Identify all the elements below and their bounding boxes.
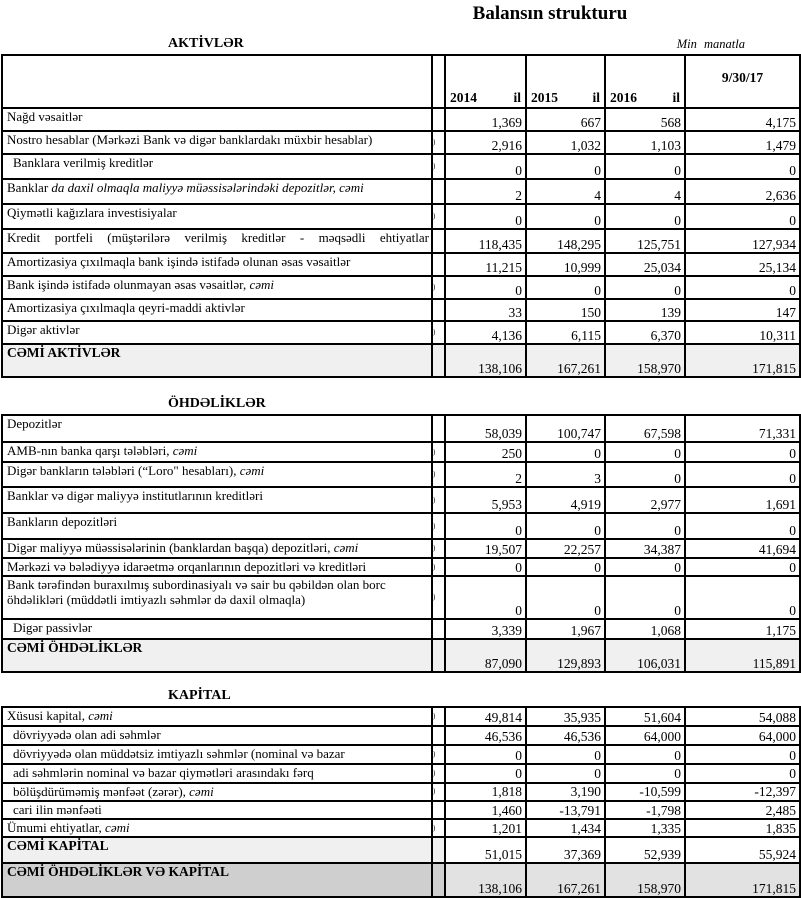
table-row bbox=[2, 783, 800, 801]
row-label: CƏMİ AKTİVLƏR bbox=[2, 344, 432, 377]
spacer-cell bbox=[432, 619, 445, 639]
value-cell: 25,034 bbox=[605, 253, 685, 276]
value-cell: 0 bbox=[605, 576, 685, 619]
value-cell: 33 bbox=[445, 299, 526, 321]
row-label: Depozitlər bbox=[2, 415, 432, 442]
row-label: Banklar da daxil olmaqla maliyyə müəssisələrindəki depozitlər, cəmi bbox=[2, 179, 432, 204]
value-cell: 46,536 bbox=[445, 726, 526, 745]
value-cell: 6,370 bbox=[605, 321, 685, 344]
row-label: Bank tərəfindən buraxılmış subordinasiyalı və sair bu qəbildən olan borc öhdəlikləri (müddətli imtiyazlı səhmlər də daxil olmaqla) bbox=[2, 576, 432, 619]
table-row bbox=[2, 639, 800, 672]
value-cell: 1,818 bbox=[445, 783, 526, 801]
spacer-cell bbox=[432, 639, 445, 672]
value-cell: 71,331 bbox=[685, 415, 800, 442]
section-heading-assets: AKTİVLƏR bbox=[168, 36, 244, 51]
value-cell: 6,115 bbox=[526, 321, 605, 344]
value-cell: 158,970 bbox=[605, 344, 685, 377]
value-cell: 1,369 bbox=[445, 108, 526, 131]
spacer-cell: ) bbox=[432, 131, 445, 154]
row-label: adi səhmlərin nominal və bazar qiymətləri arasındakı fərq bbox=[2, 764, 432, 782]
spacer-cell: ) bbox=[432, 442, 445, 462]
spacer-cell: ) bbox=[432, 321, 445, 344]
assets-table bbox=[1, 54, 801, 378]
table-row bbox=[2, 619, 800, 639]
value-cell: 138,106 bbox=[445, 863, 526, 897]
header-spacer-cell bbox=[432, 55, 445, 108]
spacer-cell: ) bbox=[432, 539, 445, 558]
table-row bbox=[2, 558, 800, 576]
value-cell: 0 bbox=[445, 764, 526, 782]
spacer-cell bbox=[432, 726, 445, 745]
value-cell: 0 bbox=[526, 276, 605, 299]
value-cell: 0 bbox=[526, 513, 605, 539]
value-cell: 0 bbox=[445, 154, 526, 179]
table-row bbox=[2, 863, 800, 897]
page-title: Balansın strukturu bbox=[472, 3, 628, 24]
spacer-cell bbox=[432, 108, 445, 131]
value-cell: 1,479 bbox=[685, 131, 800, 154]
value-cell: 167,261 bbox=[526, 344, 605, 377]
value-cell: 0 bbox=[445, 204, 526, 229]
table-row bbox=[2, 229, 800, 253]
spacer-cell bbox=[432, 253, 445, 276]
table-row bbox=[2, 442, 800, 462]
value-cell: 0 bbox=[685, 154, 800, 179]
year-label: 2015 bbox=[531, 90, 558, 105]
value-cell: 0 bbox=[605, 558, 685, 576]
header-cell-2016 bbox=[605, 55, 685, 108]
spacer-cell bbox=[432, 229, 445, 253]
spacer-cell: ) bbox=[432, 764, 445, 782]
value-cell: 0 bbox=[526, 204, 605, 229]
value-cell: 2,916 bbox=[445, 131, 526, 154]
value-cell: 139 bbox=[605, 299, 685, 321]
row-label: bölüşdürüməmiş mənfəət (zərər), cəmi bbox=[2, 783, 432, 801]
year-suffix: il bbox=[513, 90, 521, 105]
spacer-cell bbox=[432, 415, 445, 442]
value-cell: 4,175 bbox=[685, 108, 800, 131]
year-suffix: il bbox=[592, 90, 600, 105]
spacer-cell: ) bbox=[432, 745, 445, 764]
value-cell: 167,261 bbox=[526, 863, 605, 897]
table-row bbox=[2, 576, 800, 619]
row-label: Mərkəzi və bələdiyyə idarəetmə orqanlarının depozitləri və kreditləri bbox=[2, 558, 432, 576]
value-cell: 4,919 bbox=[526, 487, 605, 513]
assets-heading-band bbox=[0, 25, 800, 54]
row-label: Nağd vəsaitlər bbox=[2, 108, 432, 131]
value-cell: 129,893 bbox=[526, 639, 605, 672]
value-cell: 0 bbox=[685, 462, 800, 487]
value-cell: 106,031 bbox=[605, 639, 685, 672]
spacer-cell bbox=[432, 299, 445, 321]
row-label: Digər passivlər bbox=[2, 619, 432, 639]
capital-heading-band bbox=[0, 673, 800, 706]
table-row bbox=[2, 253, 800, 276]
table-row bbox=[2, 539, 800, 558]
year-label: 2016 bbox=[610, 90, 637, 105]
value-cell: 4 bbox=[526, 179, 605, 204]
value-cell: 41,694 bbox=[685, 539, 800, 558]
spacer-cell: ) bbox=[432, 462, 445, 487]
value-cell: 25,134 bbox=[685, 253, 800, 276]
row-label: Amortizasiya çıxılmaqla bank işində istifadə olunan əsas vəsaitlər bbox=[2, 253, 432, 276]
value-cell: 0 bbox=[685, 204, 800, 229]
value-cell: 150 bbox=[526, 299, 605, 321]
header-cell-date: 9/30/17 bbox=[685, 55, 800, 108]
value-cell: 52,939 bbox=[605, 837, 685, 863]
row-label: Xüsusi kapital, cəmi bbox=[2, 707, 432, 726]
value-cell: 3 bbox=[526, 462, 605, 487]
value-cell: 148,295 bbox=[526, 229, 605, 253]
value-cell: 0 bbox=[526, 764, 605, 782]
value-cell: -10,599 bbox=[605, 783, 685, 801]
row-label: Ümumi ehtiyatlar, cəmi bbox=[2, 819, 432, 837]
header-empty-cell bbox=[2, 55, 432, 108]
table-row bbox=[2, 819, 800, 837]
value-cell: 1,335 bbox=[605, 819, 685, 837]
row-label: Bankların depozitləri bbox=[2, 513, 432, 539]
value-cell: 568 bbox=[605, 108, 685, 131]
spacer-cell: ) bbox=[432, 487, 445, 513]
table-row bbox=[2, 131, 800, 154]
value-cell: 64,000 bbox=[685, 726, 800, 745]
table-row bbox=[2, 801, 800, 819]
value-cell: 0 bbox=[526, 558, 605, 576]
value-cell: 5,953 bbox=[445, 487, 526, 513]
table-row bbox=[2, 487, 800, 513]
liabilities-heading-band bbox=[0, 378, 800, 414]
table-row bbox=[2, 837, 800, 863]
table-row bbox=[2, 707, 800, 726]
year-label: 2014 bbox=[450, 90, 477, 105]
value-cell: 0 bbox=[685, 764, 800, 782]
spacer-cell: ) bbox=[432, 276, 445, 299]
value-cell: 10,311 bbox=[685, 321, 800, 344]
table-row bbox=[2, 764, 800, 782]
value-cell: 0 bbox=[605, 442, 685, 462]
value-cell: 250 bbox=[445, 442, 526, 462]
row-label: CƏMİ KAPİTAL bbox=[2, 837, 432, 863]
value-cell: 0 bbox=[605, 745, 685, 764]
spacer-cell bbox=[432, 837, 445, 863]
liabilities-table bbox=[1, 414, 801, 673]
value-cell: 1,175 bbox=[685, 619, 800, 639]
year-suffix: il bbox=[672, 90, 680, 105]
value-cell: 0 bbox=[605, 764, 685, 782]
value-cell: 35,935 bbox=[526, 707, 605, 726]
value-cell: 1,691 bbox=[685, 487, 800, 513]
value-cell: 3,339 bbox=[445, 619, 526, 639]
value-cell: 11,215 bbox=[445, 253, 526, 276]
value-cell: 1,835 bbox=[685, 819, 800, 837]
value-cell: 2,485 bbox=[685, 801, 800, 819]
value-cell: 3,190 bbox=[526, 783, 605, 801]
row-label: cari ilin mənfəəti bbox=[2, 801, 432, 819]
table-row bbox=[2, 462, 800, 487]
row-label: AMB-nın banka qarşı tələbləri, cəmi bbox=[2, 442, 432, 462]
row-label: Qiymətli kağızlara investisiyalar bbox=[2, 204, 432, 229]
spacer-cell: ) bbox=[432, 576, 445, 619]
value-cell: 87,090 bbox=[445, 639, 526, 672]
header-cell-2015 bbox=[526, 55, 605, 108]
table-row bbox=[2, 204, 800, 229]
row-label: Digər bankların tələbləri (“Loro" hesabları), cəmi bbox=[2, 462, 432, 487]
row-label: Nostro hesablar (Mərkəzi Bank və digər banklardakı müxbir hesablar) bbox=[2, 131, 432, 154]
value-cell: 171,815 bbox=[685, 344, 800, 377]
table-row bbox=[2, 276, 800, 299]
value-cell: 1,201 bbox=[445, 819, 526, 837]
value-cell: 0 bbox=[445, 558, 526, 576]
value-cell: 49,814 bbox=[445, 707, 526, 726]
value-cell: -13,791 bbox=[526, 801, 605, 819]
spacer-cell: ) bbox=[432, 204, 445, 229]
header-row bbox=[2, 55, 800, 108]
spacer-cell: ) bbox=[432, 783, 445, 801]
spacer-cell bbox=[432, 344, 445, 377]
table-row bbox=[2, 726, 800, 745]
value-cell: 0 bbox=[605, 154, 685, 179]
value-cell: 171,815 bbox=[685, 863, 800, 897]
row-label: Digər aktivlər bbox=[2, 321, 432, 344]
value-cell: 0 bbox=[685, 745, 800, 764]
spacer-cell: ) bbox=[432, 513, 445, 539]
spacer-cell bbox=[432, 801, 445, 819]
value-cell: 22,257 bbox=[526, 539, 605, 558]
value-cell: 0 bbox=[685, 558, 800, 576]
capital-table bbox=[1, 706, 801, 898]
row-label: dövriyyədə olan adi səhmlər bbox=[2, 726, 432, 745]
value-cell: 0 bbox=[605, 462, 685, 487]
table-row bbox=[2, 321, 800, 344]
section-heading-capital: KAPİTAL bbox=[168, 688, 231, 704]
value-cell: 0 bbox=[605, 204, 685, 229]
value-cell: 4,136 bbox=[445, 321, 526, 344]
spacer-cell bbox=[432, 863, 445, 897]
value-cell: 0 bbox=[685, 442, 800, 462]
table-row bbox=[2, 154, 800, 179]
value-cell: 67,598 bbox=[605, 415, 685, 442]
row-label: CƏMİ ÖHDƏLİKLƏR VƏ KAPİTAL bbox=[2, 863, 432, 897]
table-row bbox=[2, 745, 800, 764]
section-heading-liabilities: ÖHDƏLİKLƏR bbox=[168, 396, 266, 411]
value-cell: 0 bbox=[685, 276, 800, 299]
value-cell: 0 bbox=[445, 745, 526, 764]
value-cell: 1,032 bbox=[526, 131, 605, 154]
header-cell-2014 bbox=[445, 55, 526, 108]
value-cell: 19,507 bbox=[445, 539, 526, 558]
row-label: Digər maliyyə müəssisələrinin (banklardan başqa) depozitləri, cəmi bbox=[2, 539, 432, 558]
value-cell: 37,369 bbox=[526, 837, 605, 863]
value-cell: 46,536 bbox=[526, 726, 605, 745]
spacer-cell: ) bbox=[432, 819, 445, 837]
value-cell: 51,015 bbox=[445, 837, 526, 863]
row-label: Bank işində istifadə olunmayan əsas vəsaitlər, cəmi bbox=[2, 276, 432, 299]
row-label: Banklara verilmiş kreditlər bbox=[2, 154, 432, 179]
value-cell: 51,604 bbox=[605, 707, 685, 726]
value-cell: 0 bbox=[526, 154, 605, 179]
row-label: Banklar və digər maliyyə institutlarının kreditləri bbox=[2, 487, 432, 513]
table-row bbox=[2, 179, 800, 204]
row-label: Kredit portfeli (müştərilərə verilmiş kreditlər - məqsədli ehtiyatlar bbox=[2, 229, 432, 253]
value-cell: 1,103 bbox=[605, 131, 685, 154]
value-cell: 127,934 bbox=[685, 229, 800, 253]
value-cell: 2,636 bbox=[685, 179, 800, 204]
value-cell: 1,967 bbox=[526, 619, 605, 639]
value-cell: 0 bbox=[605, 276, 685, 299]
table-row bbox=[2, 108, 800, 131]
spacer-cell: ) bbox=[432, 558, 445, 576]
spacer-cell: ) bbox=[432, 707, 445, 726]
value-cell: 34,387 bbox=[605, 539, 685, 558]
value-cell: 58,039 bbox=[445, 415, 526, 442]
value-cell: 0 bbox=[445, 576, 526, 619]
row-label: CƏMİ ÖHDƏLİKLƏR bbox=[2, 639, 432, 672]
spacer-cell bbox=[432, 179, 445, 204]
table-row bbox=[2, 513, 800, 539]
value-cell: 0 bbox=[445, 513, 526, 539]
value-cell: -12,397 bbox=[685, 783, 800, 801]
value-cell: 0 bbox=[685, 513, 800, 539]
row-label: Amortizasiya çıxılmaqla qeyri-maddi aktivlər bbox=[2, 299, 432, 321]
units-note: Min manatla bbox=[676, 37, 745, 51]
value-cell: 147 bbox=[685, 299, 800, 321]
value-cell: 0 bbox=[526, 576, 605, 619]
value-cell: 2 bbox=[445, 462, 526, 487]
value-cell: 0 bbox=[685, 576, 800, 619]
table-row bbox=[2, 299, 800, 321]
value-cell: 0 bbox=[445, 276, 526, 299]
value-cell: 0 bbox=[526, 745, 605, 764]
spacer-cell: ) bbox=[432, 154, 445, 179]
value-cell: 55,924 bbox=[685, 837, 800, 863]
value-cell: 1,460 bbox=[445, 801, 526, 819]
value-cell: 158,970 bbox=[605, 863, 685, 897]
table-row bbox=[2, 344, 800, 377]
value-cell: -1,798 bbox=[605, 801, 685, 819]
row-label: dövriyyədə olan müddətsiz imtiyazlı səhmlər (nominal və bazar bbox=[2, 745, 432, 764]
value-cell: 0 bbox=[526, 442, 605, 462]
value-cell: 118,435 bbox=[445, 229, 526, 253]
table-row bbox=[2, 415, 800, 442]
value-cell: 100,747 bbox=[526, 415, 605, 442]
value-cell: 1,434 bbox=[526, 819, 605, 837]
value-cell: 2 bbox=[445, 179, 526, 204]
value-cell: 115,891 bbox=[685, 639, 800, 672]
value-cell: 667 bbox=[526, 108, 605, 131]
value-cell: 0 bbox=[605, 513, 685, 539]
value-cell: 2,977 bbox=[605, 487, 685, 513]
value-cell: 125,751 bbox=[605, 229, 685, 253]
value-cell: 10,999 bbox=[526, 253, 605, 276]
value-cell: 138,106 bbox=[445, 344, 526, 377]
value-cell: 64,000 bbox=[605, 726, 685, 745]
value-cell: 4 bbox=[605, 179, 685, 204]
title-row bbox=[0, 0, 800, 25]
value-cell: 54,088 bbox=[685, 707, 800, 726]
value-cell: 1,068 bbox=[605, 619, 685, 639]
